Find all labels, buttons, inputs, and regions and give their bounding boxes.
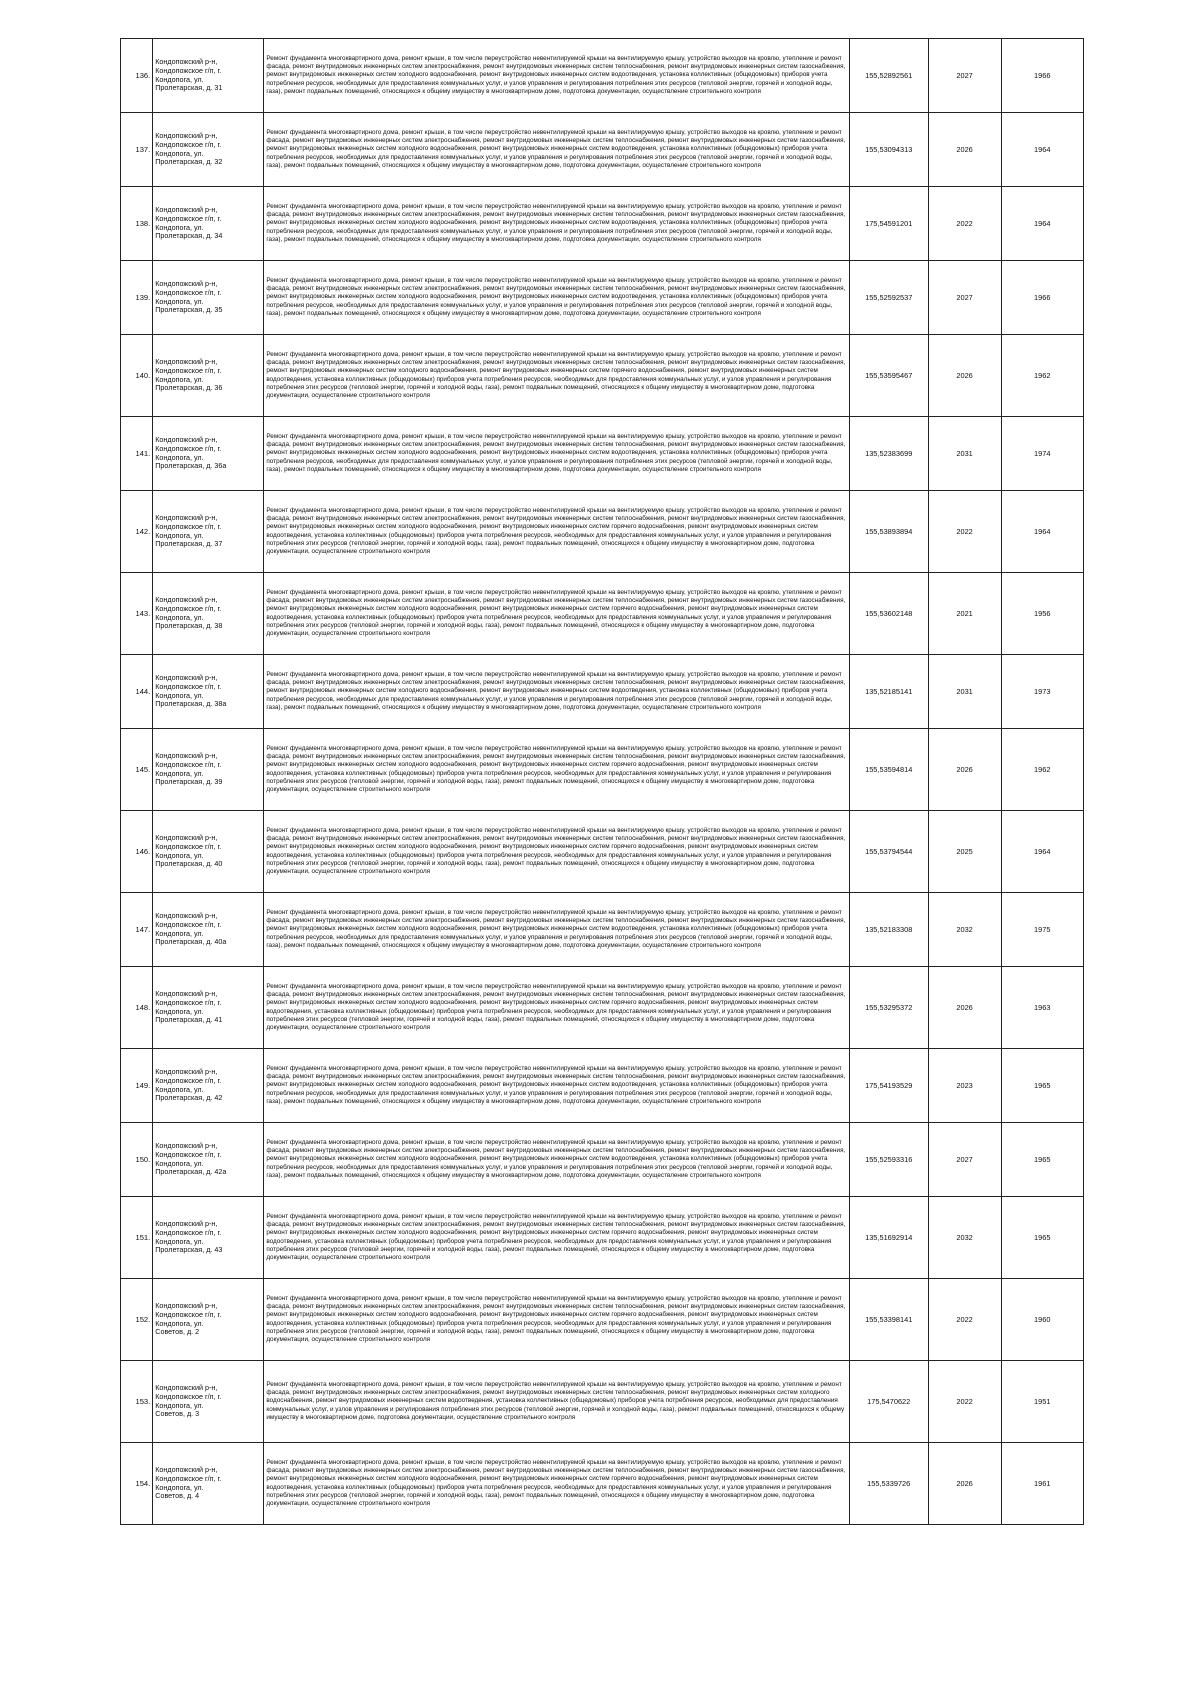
build-year: 1951: [1001, 1361, 1083, 1443]
works-description: Ремонт фундамента многоквартирного дома, ремонт крыши, в том числе переустройство невентилируемой крыши на вентилируемую крышу, устройство выходов на кровлю, утепление и ремонт фасада, ремонт внутридомовых инженерных систем электроснабжения, ремонт внутридомовых инженерных систем теплоснабжения, ремонт внутридомовых инженерных систем газоснабжения, ремонт внутридомовых инженерных систем холодного водоснабжения, ремонт внутридомовых инженерных систем горячего водоснабжения, ремонт внутридомовых инженерных систем водоотведения, установка коллективных (общедомовых) приборов учета потребления ресурсов, необходимых для предоставления коммунальных услуг, и узлов управления и регулирования потребления этих ресурсов (тепловой энергии, горячей и холодной воды, газа), ремонт подвальных помещений, относящихся к общему имуществу в многоквартирном доме, подготовка документации, осуществление строительного контроля: [264, 335, 849, 417]
address-line: Пролетарская, д. 40а: [155, 937, 227, 947]
address-line: Кондопога, ул.: [155, 768, 204, 778]
build-year: 1966: [1001, 261, 1083, 335]
table-row: [121, 335, 1084, 417]
planned-year: 2022: [928, 187, 1001, 261]
table-row: [121, 417, 1084, 491]
build-year: 1964: [1001, 113, 1083, 187]
repair-program-table: [120, 38, 1084, 1525]
address-line: Кондопога, ул.: [155, 1236, 204, 1246]
table-row: [121, 1197, 1084, 1279]
address-line: Кондопожский р-н,: [155, 1301, 218, 1311]
table-row: [121, 1443, 1084, 1525]
cost-value: 135,52183308: [849, 893, 928, 967]
build-year: 1964: [1001, 811, 1083, 893]
address-line: Кондопожское г/п, г.: [155, 213, 222, 223]
row-number: 147.: [121, 893, 153, 967]
address-line: Кондопога, ул.: [155, 690, 204, 700]
cost-value: 135,52185141: [849, 655, 928, 729]
planned-year: 2031: [928, 417, 1001, 491]
address-line: Кондопога, ул.: [155, 1084, 204, 1094]
build-year: 1963: [1001, 967, 1083, 1049]
address-line: Кондопожское г/п, г.: [155, 603, 222, 613]
table-row: [121, 811, 1084, 893]
build-year: 1965: [1001, 1197, 1083, 1279]
address-line: Кондопожское г/п, г.: [155, 1473, 222, 1483]
address-cell: [153, 491, 264, 573]
cost-value: 155,53094313: [849, 113, 928, 187]
planned-year: 2022: [928, 491, 1001, 573]
works-description: Ремонт фундамента многоквартирного дома, ремонт крыши, в том числе переустройство невентилируемой крыши на вентилируемую крышу, устройство выходов на кровлю, утепление и ремонт фасада, ремонт внутридомовых инженерных систем электроснабжения, ремонт внутридомовых инженерных систем теплоснабжения, ремонт внутридомовых инженерных систем газоснабжения, ремонт внутридомовых инженерных систем холодного водоснабжения, ремонт внутридомовых инженерных систем водоотведения, установка коллективных (общедомовых) приборов учета потребления ресурсов, необходимых для предоставления коммунальных услуг, и узлов управления и регулирования потребления этих ресурсов (тепловой энергии, горячей и холодной воды, газа), ремонт подвальных помещений, относящихся к общему имуществу в многоквартирном доме, подготовка документации, осуществление строительного контроля: [264, 39, 849, 113]
build-year: 1964: [1001, 491, 1083, 573]
address-line: Пролетарская, д. 43: [155, 1245, 223, 1255]
address-line: Кондопожское г/п, г.: [155, 1149, 222, 1159]
works-description: Ремонт фундамента многоквартирного дома, ремонт крыши, в том числе переустройство невентилируемой крыши на вентилируемую крышу, устройство выходов на кровлю, утепление и ремонт фасада, ремонт внутридомовых инженерных систем электроснабжения, ремонт внутридомовых инженерных систем теплоснабжения, ремонт внутридомовых инженерных систем газоснабжения, ремонт внутридомовых инженерных систем холодного водоснабжения, ремонт внутридомовых инженерных систем горячего водоснабжения, ремонт внутридомовых инженерных систем водоотведения, установка коллективных (общедомовых) приборов учета потребления ресурсов, необходимых для предоставления коммунальных услуг, и узлов управления и регулирования потребления этих ресурсов (тепловой энергии, горячей и холодной воды, газа), ремонт подвальных помещений, относящихся к общему имуществу в многоквартирном доме, подготовка документации, осуществление строительного контроля: [264, 967, 849, 1049]
table-row: [121, 39, 1084, 113]
address-line: Кондопожское г/п, г.: [155, 139, 222, 149]
address-line: Пролетарская, д. 42а: [155, 1167, 227, 1177]
planned-year: 2022: [928, 1361, 1001, 1443]
row-number: 139.: [121, 261, 153, 335]
address-line: Кондопога, ул.: [155, 222, 204, 232]
cost-value: 135,52383699: [849, 417, 928, 491]
planned-year: 2032: [928, 893, 1001, 967]
address-line: Кондопожский р-н,: [155, 911, 218, 921]
works-description: Ремонт фундамента многоквартирного дома, ремонт крыши, в том числе переустройство невентилируемой крыши на вентилируемую крышу, устройство выходов на кровлю, утепление и ремонт фасада, ремонт внутридомовых инженерных систем электроснабжения, ремонт внутридомовых инженерных систем теплоснабжения, ремонт внутридомовых инженерных систем газоснабжения, ремонт внутридомовых инженерных систем холодного водоснабжения, ремонт внутридомовых инженерных систем водоотведения, установка коллективных (общедомовых) приборов учета потребления ресурсов, необходимых для предоставления коммунальных услуг, и узлов управления и регулирования потребления этих ресурсов (тепловой энергии, горячей и холодной воды, газа), ремонт подвальных помещений, относящихся к общему имуществу в многоквартирном доме, подготовка документации, осуществление строительного контроля: [264, 261, 849, 335]
works-description: Ремонт фундамента многоквартирного дома, ремонт крыши, в том числе переустройство невентилируемой крыши на вентилируемую крышу, устройство выходов на кровлю, утепление и ремонт фасада, ремонт внутридомовых инженерных систем электроснабжения, ремонт внутридомовых инженерных систем теплоснабжения, ремонт внутридомовых инженерных систем газоснабжения, ремонт внутридомовых инженерных систем холодного водоснабжения, ремонт внутридомовых инженерных систем горячего водоснабжения, ремонт внутридомовых инженерных систем водоотведения, установка коллективных (общедомовых) приборов учета потребления ресурсов, необходимых для предоставления коммунальных услуг, и узлов управления и регулирования потребления этих ресурсов (тепловой энергии, горячей и холодной воды, газа), ремонт подвальных помещений, относящихся к общему имуществу в многоквартирном доме, подготовка документации, осуществление строительного контроля: [264, 811, 849, 893]
address-line: Кондопожское г/п, г.: [155, 1391, 222, 1401]
address-line: Кондопожское г/п, г.: [155, 65, 222, 75]
address-line: Кондопога, ул.: [155, 148, 204, 158]
build-year: 1965: [1001, 1123, 1083, 1197]
row-number: 149.: [121, 1049, 153, 1123]
planned-year: 2025: [928, 811, 1001, 893]
table-row: [121, 893, 1084, 967]
table-row: [121, 967, 1084, 1049]
cost-value: 155,53295372: [849, 967, 928, 1049]
table-row: [121, 1361, 1084, 1443]
address-line: Кондопожское г/п, г.: [155, 1309, 222, 1319]
build-year: 1962: [1001, 729, 1083, 811]
planned-year: 2027: [928, 1123, 1001, 1197]
build-year: 1973: [1001, 655, 1083, 729]
address-line: Советов, д. 4: [155, 1491, 200, 1501]
address-cell: [153, 811, 264, 893]
table-row: [121, 1123, 1084, 1197]
address-line: Кондопожский р-н,: [155, 1141, 218, 1151]
address-line: Советов, д. 3: [155, 1409, 200, 1419]
cost-value: 155,53794544: [849, 811, 928, 893]
works-description: Ремонт фундамента многоквартирного дома, ремонт крыши, в том числе переустройство невентилируемой крыши на вентилируемую крышу, устройство выходов на кровлю, утепление и ремонт фасада, ремонт внутридомовых инженерных систем электроснабжения, ремонт внутридомовых инженерных систем теплоснабжения, ремонт внутридомовых инженерных систем газоснабжения, ремонт внутридомовых инженерных систем холодного водоснабжения, ремонт внутридомовых инженерных систем водоотведения, установка коллективных (общедомовых) приборов учета потребления ресурсов, необходимых для предоставления коммунальных услуг, и узлов управления и регулирования потребления этих ресурсов (тепловой энергии, горячей и холодной воды, газа), ремонт подвальных помещений, относящихся к общему имуществу в многоквартирном доме, подготовка документации, осуществление строительного контроля: [264, 893, 849, 967]
address-line: Кондопога, ул.: [155, 612, 204, 622]
address-line: Кондопожское г/п, г.: [155, 287, 222, 297]
address-line: Кондопожский р-н,: [155, 673, 218, 683]
address-cell: [153, 39, 264, 113]
address-line: Пролетарская, д. 36: [155, 383, 223, 393]
address-line: Кондопожское г/п, г.: [155, 919, 222, 929]
cost-value: 175,54193529: [849, 1049, 928, 1123]
build-year: 1965: [1001, 1049, 1083, 1123]
works-description: Ремонт фундамента многоквартирного дома, ремонт крыши, в том числе переустройство невентилируемой крыши на вентилируемую крышу, устройство выходов на кровлю, утепление и ремонт фасада, ремонт внутридомовых инженерных систем электроснабжения, ремонт внутридомовых инженерных систем теплоснабжения, ремонт внутридомовых инженерных систем газоснабжения, ремонт внутридомовых инженерных систем холодного водоснабжения, ремонт внутридомовых инженерных систем водоотведения, установка коллективных (общедомовых) приборов учета потребления ресурсов, необходимых для предоставления коммунальных услуг, и узлов управления и регулирования потребления этих ресурсов (тепловой энергии, горячей и холодной воды, газа), ремонт подвальных помещений, относящихся к общему имуществу в многоквартирном доме, подготовка документации, осуществление строительного контроля: [264, 1049, 849, 1123]
address-cell: [153, 655, 264, 729]
row-number: 136.: [121, 39, 153, 113]
address-cell: [153, 729, 264, 811]
address-line: Пролетарская, д. 36а: [155, 461, 227, 471]
build-year: 1962: [1001, 335, 1083, 417]
planned-year: 2027: [928, 39, 1001, 113]
planned-year: 2023: [928, 1049, 1001, 1123]
address-line: Кондопожский р-н,: [155, 595, 218, 605]
address-cell: [153, 1123, 264, 1197]
row-number: 142.: [121, 491, 153, 573]
cost-value: 155,52592537: [849, 261, 928, 335]
address-line: Кондопожский р-н,: [155, 1383, 218, 1393]
table-body: [121, 39, 1084, 1525]
row-number: 137.: [121, 113, 153, 187]
table-row: [121, 491, 1084, 573]
cost-value: 175,5470622: [849, 1361, 928, 1443]
address-cell: [153, 1049, 264, 1123]
cost-value: 155,52593316: [849, 1123, 928, 1197]
table-row: [121, 1049, 1084, 1123]
address-line: Пролетарская, д. 31: [155, 83, 223, 93]
address-line: Кондопожский р-н,: [155, 833, 218, 843]
address-line: Кондопожское г/п, г.: [155, 521, 222, 531]
table-row: [121, 187, 1084, 261]
address-line: Пролетарская, д. 34: [155, 231, 223, 241]
table-row: [121, 655, 1084, 729]
address-line: Кондопога, ул.: [155, 850, 204, 860]
address-line: Пролетарская, д. 40: [155, 859, 223, 869]
address-cell: [153, 261, 264, 335]
planned-year: 2026: [928, 113, 1001, 187]
row-number: 154.: [121, 1443, 153, 1525]
address-line: Кондопога, ул.: [155, 530, 204, 540]
address-line: Пролетарская, д. 38: [155, 621, 223, 631]
build-year: 1956: [1001, 573, 1083, 655]
works-description: Ремонт фундамента многоквартирного дома, ремонт крыши, в том числе переустройство невентилируемой крыши на вентилируемую крышу, устройство выходов на кровлю, утепление и ремонт фасада, ремонт внутридомовых инженерных систем электроснабжения, ремонт внутридомовых инженерных систем теплоснабжения, ремонт внутридомовых инженерных систем газоснабжения, ремонт внутридомовых инженерных систем холодного водоснабжения, ремонт внутридомовых инженерных систем водоотведения, установка коллективных (общедомовых) приборов учета потребления ресурсов, необходимых для предоставления коммунальных услуг, и узлов управления и регулирования потребления этих ресурсов (тепловой энергии, горячей и холодной воды, газа), ремонт подвальных помещений, относящихся к общему имуществу в многоквартирном доме, подготовка документации, осуществление строительного контроля: [264, 187, 849, 261]
address-cell: [153, 417, 264, 491]
address-cell: [153, 1361, 264, 1443]
planned-year: 2026: [928, 967, 1001, 1049]
table-row: [121, 1279, 1084, 1361]
address-line: Кондопожский р-н,: [155, 131, 218, 141]
works-description: Ремонт фундамента многоквартирного дома, ремонт крыши, в том числе переустройство невентилируемой крыши на вентилируемую крышу, устройство выходов на кровлю, утепление и ремонт фасада, ремонт внутридомовых инженерных систем электроснабжения, ремонт внутридомовых инженерных систем теплоснабжения, ремонт внутридомовых инженерных систем газоснабжения, ремонт внутридомовых инженерных систем холодного водоснабжения, ремонт внутридомовых инженерных систем водоотведения, установка коллективных (общедомовых) приборов учета потребления ресурсов, необходимых для предоставления коммунальных услуг, и узлов управления и регулирования потребления этих ресурсов (тепловой энергии, горячей и холодной воды, газа), ремонт подвальных помещений, относящихся к общему имуществу в многоквартирном доме, подготовка документации, осуществление строительного контроля: [264, 113, 849, 187]
address-line: Кондопога, ул.: [155, 1400, 204, 1410]
address-line: Кондопожское г/п, г.: [155, 681, 222, 691]
address-line: Кондопожское г/п, г.: [155, 997, 222, 1007]
address-line: Кондопожское г/п, г.: [155, 1075, 222, 1085]
works-description: Ремонт фундамента многоквартирного дома, ремонт крыши, в том числе переустройство невентилируемой крыши на вентилируемую крышу, устройство выходов на кровлю, утепление и ремонт фасада, ремонт внутридомовых инженерных систем электроснабжения, ремонт внутридомовых инженерных систем теплоснабжения, ремонт внутридомовых инженерных систем газоснабжения, ремонт внутридомовых инженерных систем холодного водоснабжения, ремонт внутридомовых инженерных систем горячего водоснабжения, ремонт внутридомовых инженерных систем водоотведения, установка коллективных (общедомовых) приборов учета потребления ресурсов, необходимых для предоставления коммунальных услуг, и узлов управления и регулирования потребления этих ресурсов (тепловой энергии, горячей и холодной воды, газа), ремонт подвальных помещений, относящихся к общему имуществу в многоквартирном доме, подготовка документации, осуществление строительного контроля: [264, 1279, 849, 1361]
address-line: Кондопожское г/п, г.: [155, 759, 222, 769]
works-description: Ремонт фундамента многоквартирного дома, ремонт крыши, в том числе переустройство невентилируемой крыши на вентилируемую крышу, устройство выходов на кровлю, утепление и ремонт фасада, ремонт внутридомовых инженерных систем электроснабжения, ремонт внутридомовых инженерных систем теплоснабжения, ремонт внутридомовых инженерных систем газоснабжения, ремонт внутридомовых инженерных систем холодного водоснабжения, ремонт внутридомовых инженерных систем водоотведения, установка коллективных (общедомовых) приборов учета потребления ресурсов, необходимых для предоставления коммунальных услуг, и узлов управления и регулирования потребления этих ресурсов (тепловой энергии, горячей и холодной воды, газа), ремонт подвальных помещений, относящихся к общему имуществу в многоквартирном доме, подготовка документации, осуществление строительного контроля: [264, 417, 849, 491]
address-line: Кондопожский р-н,: [155, 1465, 218, 1475]
address-line: Кондопожское г/п, г.: [155, 365, 222, 375]
build-year: 1974: [1001, 417, 1083, 491]
address-cell: [153, 335, 264, 417]
address-line: Кондопога, ул.: [155, 296, 204, 306]
address-line: Кондопога, ул.: [155, 452, 204, 462]
address-line: Пролетарская, д. 39: [155, 777, 223, 787]
address-line: Кондопога, ул.: [155, 74, 204, 84]
address-cell: [153, 573, 264, 655]
address-line: Кондопожский р-н,: [155, 435, 218, 445]
table-row: [121, 113, 1084, 187]
address-cell: [153, 113, 264, 187]
address-line: Кондопожский р-н,: [155, 1219, 218, 1229]
address-line: Пролетарская, д. 35: [155, 305, 223, 315]
build-year: 1975: [1001, 893, 1083, 967]
works-description: Ремонт фундамента многоквартирного дома, ремонт крыши, в том числе переустройство невентилируемой крыши на вентилируемую крышу, устройство выходов на кровлю, утепление и ремонт фасада, ремонт внутридомовых инженерных систем электроснабжения, ремонт внутридомовых инженерных систем теплоснабжения, ремонт внутридомовых инженерных систем газоснабжения, ремонт внутридомовых инженерных систем холодного водоснабжения, ремонт внутридомовых инженерных систем горячего водоснабжения, ремонт внутридомовых инженерных систем водоотведения, установка коллективных (общедомовых) приборов учета потребления ресурсов, необходимых для предоставления коммунальных услуг, и узлов управления и регулирования потребления этих ресурсов (тепловой энергии, горячей и холодной воды, газа), ремонт подвальных помещений, относящихся к общему имуществу в многоквартирном доме, подготовка документации, осуществление строительного контроля: [264, 729, 849, 811]
works-description: Ремонт фундамента многоквартирного дома, ремонт крыши, в том числе переустройство невентилируемой крыши на вентилируемую крышу, устройство выходов на кровлю, утепление и ремонт фасада, ремонт внутридомовых инженерных систем электроснабжения, ремонт внутридомовых инженерных систем теплоснабжения, ремонт внутридомовых инженерных систем газоснабжения, ремонт внутридомовых инженерных систем холодного водоснабжения, ремонт внутридомовых инженерных систем горячего водоснабжения, ремонт внутридомовых инженерных систем водоотведения, установка коллективных (общедомовых) приборов учета потребления ресурсов, необходимых для предоставления коммунальных услуг, и узлов управления и регулирования потребления этих ресурсов (тепловой энергии, горячей и холодной воды, газа), ремонт подвальных помещений, относящихся к общему имуществу в многоквартирном доме, подготовка документации, осуществление строительного контроля: [264, 1443, 849, 1525]
address-line: Кондопожский р-н,: [155, 205, 218, 215]
address-line: Пролетарская, д. 42: [155, 1093, 223, 1103]
address-line: Кондопожский р-н,: [155, 57, 218, 67]
address-line: Кондопожский р-н,: [155, 1067, 218, 1077]
address-line: Кондопога, ул.: [155, 1006, 204, 1016]
table-row: [121, 261, 1084, 335]
address-line: Кондопожское г/п, г.: [155, 1227, 222, 1237]
row-number: 144.: [121, 655, 153, 729]
address-line: Пролетарская, д. 32: [155, 157, 223, 167]
cost-value: 155,53602148: [849, 573, 928, 655]
planned-year: 2032: [928, 1197, 1001, 1279]
address-line: Кондопога, ул.: [155, 1158, 204, 1168]
row-number: 148.: [121, 967, 153, 1049]
address-line: Кондопожский р-н,: [155, 357, 218, 367]
address-line: Советов, д. 2: [155, 1327, 200, 1337]
address-cell: [153, 893, 264, 967]
build-year: 1960: [1001, 1279, 1083, 1361]
address-cell: [153, 1443, 264, 1525]
build-year: 1966: [1001, 39, 1083, 113]
works-description: Ремонт фундамента многоквартирного дома, ремонт крыши, в том числе переустройство невентилируемой крыши на вентилируемую крышу, устройство выходов на кровлю, утепление и ремонт фасада, ремонт внутридомовых инженерных систем электроснабжения, ремонт внутридомовых инженерных систем теплоснабжения, ремонт внутридомовых инженерных систем газоснабжения, ремонт внутридомовых инженерных систем холодного водоснабжения, ремонт внутридомовых инженерных систем горячего водоснабжения, ремонт внутридомовых инженерных систем водоотведения, установка коллективных (общедомовых) приборов учета потребления ресурсов, необходимых для предоставления коммунальных услуг, и узлов управления и регулирования потребления этих ресурсов (тепловой энергии, горячей и холодной воды, газа), ремонт подвальных помещений, относящихся к общему имуществу в многоквартирном доме, подготовка документации, осуществление строительного контроля: [264, 573, 849, 655]
row-number: 138.: [121, 187, 153, 261]
address-line: Кондопога, ул.: [155, 374, 204, 384]
row-number: 141.: [121, 417, 153, 491]
address-cell: [153, 187, 264, 261]
address-line: Кондопога, ул.: [155, 1318, 204, 1328]
address-line: Кондопожский р-н,: [155, 513, 218, 523]
row-number: 151.: [121, 1197, 153, 1279]
cost-value: 155,53893894: [849, 491, 928, 573]
planned-year: 2027: [928, 261, 1001, 335]
cost-value: 155,52892561: [849, 39, 928, 113]
cost-value: 135,51692914: [849, 1197, 928, 1279]
table-row: [121, 573, 1084, 655]
row-number: 145.: [121, 729, 153, 811]
planned-year: 2022: [928, 1279, 1001, 1361]
works-description: Ремонт фундамента многоквартирного дома, ремонт крыши, в том числе переустройство невентилируемой крыши на вентилируемую крышу, устройство выходов на кровлю, утепление и ремонт фасада, ремонт внутридомовых инженерных систем электроснабжения, ремонт внутридомовых инженерных систем теплоснабжения, ремонт внутридомовых инженерных систем холодного водоснабжения, ремонт внутридомовых инженерных систем водоотведения, установка коллективных (общедомовых) приборов учета потребления ресурсов, необходимых для предоставления коммунальных услуг, и узлов управления и регулирования потребления этих ресурсов (тепловой энергии, горячей и холодной воды, газа), ремонт подвальных помещений, относящихся к общему имуществу в многоквартирном доме, подготовка документации, осуществление строительного контроля: [264, 1361, 849, 1443]
cost-value: 155,5339726: [849, 1443, 928, 1525]
works-description: Ремонт фундамента многоквартирного дома, ремонт крыши, в том числе переустройство невентилируемой крыши на вентилируемую крышу, устройство выходов на кровлю, утепление и ремонт фасада, ремонт внутридомовых инженерных систем электроснабжения, ремонт внутридомовых инженерных систем теплоснабжения, ремонт внутридомовых инженерных систем газоснабжения, ремонт внутридомовых инженерных систем холодного водоснабжения, ремонт внутридомовых инженерных систем горячего водоснабжения, ремонт внутридомовых инженерных систем водоотведения, установка коллективных (общедомовых) приборов учета потребления ресурсов, необходимых для предоставления коммунальных услуг, и узлов управления и регулирования потребления этих ресурсов (тепловой энергии, горячей и холодной воды, газа), ремонт подвальных помещений, относящихся к общему имуществу в многоквартирном доме, подготовка документации, осуществление строительного контроля: [264, 491, 849, 573]
address-line: Кондопожский р-н,: [155, 751, 218, 761]
works-description: Ремонт фундамента многоквартирного дома, ремонт крыши, в том числе переустройство невентилируемой крыши на вентилируемую крышу, устройство выходов на кровлю, утепление и ремонт фасада, ремонт внутридомовых инженерных систем электроснабжения, ремонт внутридомовых инженерных систем теплоснабжения, ремонт внутридомовых инженерных систем газоснабжения, ремонт внутридомовых инженерных систем холодного водоснабжения, ремонт внутридомовых инженерных систем водоотведения, установка коллективных (общедомовых) приборов учета потребления ресурсов, необходимых для предоставления коммунальных услуг, и узлов управления и регулирования потребления этих ресурсов (тепловой энергии, горячей и холодной воды, газа), ремонт подвальных помещений, относящихся к общему имуществу в многоквартирном доме, подготовка документации, осуществление строительного контроля: [264, 1123, 849, 1197]
address-line: Пролетарская, д. 37: [155, 539, 223, 549]
address-line: Кондопожское г/п, г.: [155, 443, 222, 453]
address-cell: [153, 967, 264, 1049]
row-number: 146.: [121, 811, 153, 893]
build-year: 1961: [1001, 1443, 1083, 1525]
row-number: 153.: [121, 1361, 153, 1443]
address-cell: [153, 1279, 264, 1361]
row-number: 152.: [121, 1279, 153, 1361]
address-line: Кондопожский р-н,: [155, 279, 218, 289]
planned-year: 2031: [928, 655, 1001, 729]
address-line: Кондопога, ул.: [155, 1482, 204, 1492]
planned-year: 2026: [928, 729, 1001, 811]
build-year: 1964: [1001, 187, 1083, 261]
planned-year: 2021: [928, 573, 1001, 655]
cost-value: 175,54591201: [849, 187, 928, 261]
planned-year: 2026: [928, 335, 1001, 417]
address-line: Кондопожское г/п, г.: [155, 841, 222, 851]
cost-value: 155,53594814: [849, 729, 928, 811]
address-line: Пролетарская, д. 41: [155, 1015, 223, 1025]
row-number: 143.: [121, 573, 153, 655]
address-line: Кондопожский р-н,: [155, 989, 218, 999]
row-number: 150.: [121, 1123, 153, 1197]
address-line: Пролетарская, д. 38а: [155, 699, 227, 709]
works-description: Ремонт фундамента многоквартирного дома, ремонт крыши, в том числе переустройство невентилируемой крыши на вентилируемую крышу, устройство выходов на кровлю, утепление и ремонт фасада, ремонт внутридомовых инженерных систем электроснабжения, ремонт внутридомовых инженерных систем теплоснабжения, ремонт внутридомовых инженерных систем газоснабжения, ремонт внутридомовых инженерных систем холодного водоснабжения, ремонт внутридомовых инженерных систем горячего водоснабжения, ремонт внутридомовых инженерных систем водоотведения, установка коллективных (общедомовых) приборов учета потребления ресурсов, необходимых для предоставления коммунальных услуг, и узлов управления и регулирования потребления этих ресурсов (тепловой энергии, горячей и холодной воды, газа), ремонт подвальных помещений, относящихся к общему имуществу в многоквартирном доме, подготовка документации, осуществление строительного контроля: [264, 1197, 849, 1279]
table-row: [121, 729, 1084, 811]
cost-value: 155,53398141: [849, 1279, 928, 1361]
address-cell: [153, 1197, 264, 1279]
row-number: 140.: [121, 335, 153, 417]
cost-value: 155,53595467: [849, 335, 928, 417]
works-description: Ремонт фундамента многоквартирного дома, ремонт крыши, в том числе переустройство невентилируемой крыши на вентилируемую крышу, устройство выходов на кровлю, утепление и ремонт фасада, ремонт внутридомовых инженерных систем электроснабжения, ремонт внутридомовых инженерных систем теплоснабжения, ремонт внутридомовых инженерных систем газоснабжения, ремонт внутридомовых инженерных систем холодного водоснабжения, ремонт внутридомовых инженерных систем водоотведения, установка коллективных (общедомовых) приборов учета потребления ресурсов, необходимых для предоставления коммунальных услуг, и узлов управления и регулирования потребления этих ресурсов (тепловой энергии, горячей и холодной воды, газа), ремонт подвальных помещений, относящихся к общему имуществу в многоквартирном доме, подготовка документации, осуществление строительного контроля: [264, 655, 849, 729]
planned-year: 2026: [928, 1443, 1001, 1525]
address-line: Кондопога, ул.: [155, 928, 204, 938]
